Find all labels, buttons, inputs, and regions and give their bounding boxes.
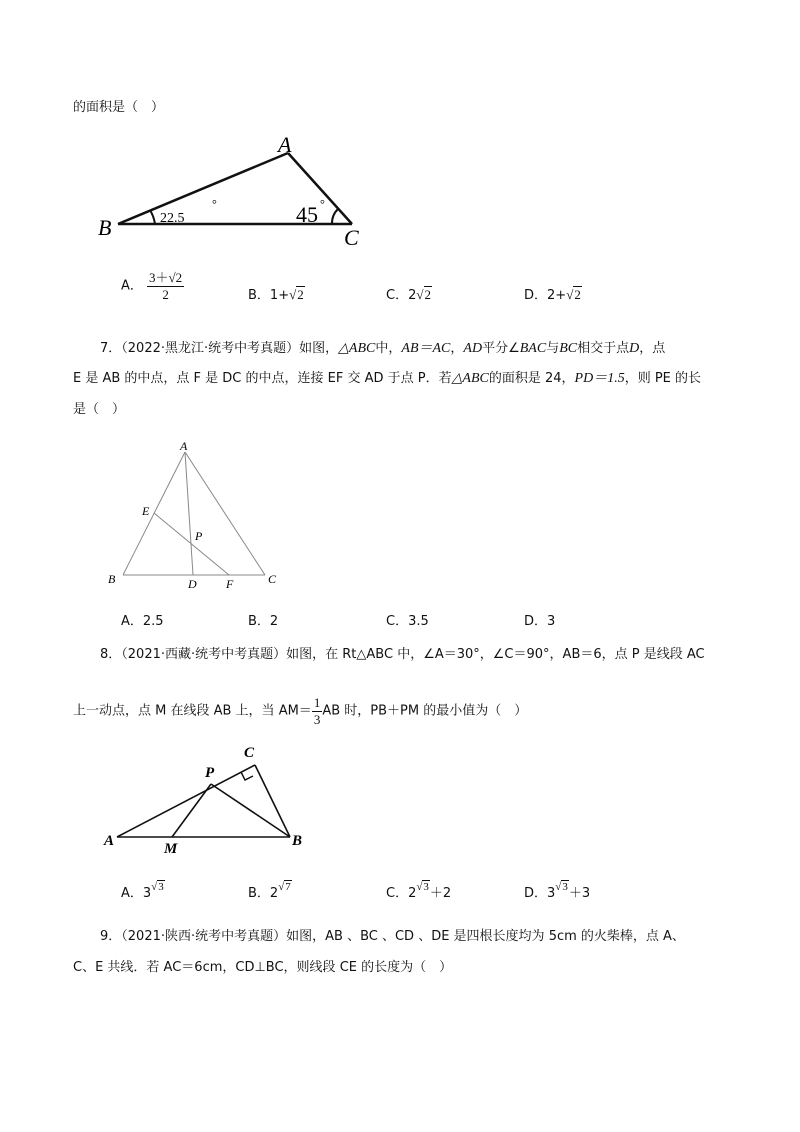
q6-angle-C-degree: ° [320, 197, 325, 211]
q7-stem-line1: 7．（2022·黑龙江·统考中考真题）如图，△ABC中，AB＝AC，AD平分∠BAC与BC相交于点D，点 [100, 341, 666, 356]
q7-label-P: P [195, 529, 203, 543]
q6-option-a[interactable] [121, 270, 184, 303]
q7-stem-line2: E 是 AB 的中点，点 F 是 DC 的中点，连接 EF 交 AD 于点 P．若△ABC的面积是 24，PD＝1.5，则 PE 的长 [73, 371, 702, 386]
q8-option-c[interactable]: C．$2^{√3}+2$ [386, 881, 452, 901]
q8-label-A: A [104, 833, 115, 849]
q6-figure [0, 130, 800, 280]
q7-figure [0, 440, 800, 610]
q8-label-M: M [164, 841, 178, 857]
q8-option-a[interactable]: A．$3^{√3}$ [121, 881, 164, 901]
q6-option-a-label: A． [121, 278, 143, 294]
q7-option-b[interactable]: B．2 [248, 614, 279, 629]
q6-option-b[interactable]: B．1+√2 [248, 287, 304, 303]
q7-label-E: E [142, 504, 150, 518]
q7-label-C: C [268, 572, 277, 586]
q8-label-B: B [292, 833, 303, 849]
q6-label-A: A [278, 132, 292, 157]
q8-stem-line1: 8．（2021·西藏·统考中考真题）如图，在 Rt△ABC 中，∠A＝30°，∠C＝90°，AB＝6，点 P 是线段 AC [100, 647, 705, 662]
q6-stem-tail: 的面积是（ ） [73, 100, 165, 115]
q6-option-a-fraction: $\frac{3+√2}{2}$ [149, 270, 183, 302]
q9-stem-line2: C、E 共线．若 AC＝6cm，CD⊥BC，则线段 CE 的长度为（ ） [73, 960, 453, 975]
q6-angle-B-degree: ° [212, 197, 217, 211]
q7-label-A: A [180, 439, 188, 453]
q8-figure [0, 735, 800, 865]
q6-option-c[interactable]: C．2√2 [386, 287, 431, 303]
q7-label-F: F [226, 577, 234, 591]
q6-angle-C: 45 [296, 202, 318, 227]
q8-option-b[interactable]: B．$2^{√7}$ [248, 881, 291, 901]
q6-option-d[interactable]: D．2+√2 [524, 287, 581, 303]
q6-angle-B: 22.5 [160, 211, 185, 226]
q6-label-B: B [98, 215, 112, 240]
q7-label-B: B [108, 572, 116, 586]
q8-stem-line2: 上一动点，点 M 在线段 AB 上，当 AM＝ $\frac{1}{3}$ AB 时，PB＋PM 的最小值为（ ） [73, 695, 528, 727]
q8-label-C: C [244, 745, 255, 761]
q7-label-D: D [188, 577, 197, 591]
q6-label-C: C [344, 225, 359, 250]
q8-label-P: P [205, 765, 215, 781]
q9-stem-line1: 9．（2021·陕西·统考中考真题）如图，AB 、BC 、CD 、DE 是四根长度均为 5cm 的火柴棒，点 A、 [100, 929, 685, 944]
q8-option-d[interactable]: D．$3^{√3}+3$ [524, 881, 591, 901]
q8-fraction: $\frac{1}{3}$ [313, 695, 321, 727]
q7-option-c[interactable]: C．3.5 [386, 614, 429, 629]
q7-option-a[interactable]: A．2.5 [121, 614, 164, 629]
q7-stem-line3: 是（ ） [73, 402, 126, 417]
q7-option-d[interactable]: D．3 [524, 614, 556, 629]
